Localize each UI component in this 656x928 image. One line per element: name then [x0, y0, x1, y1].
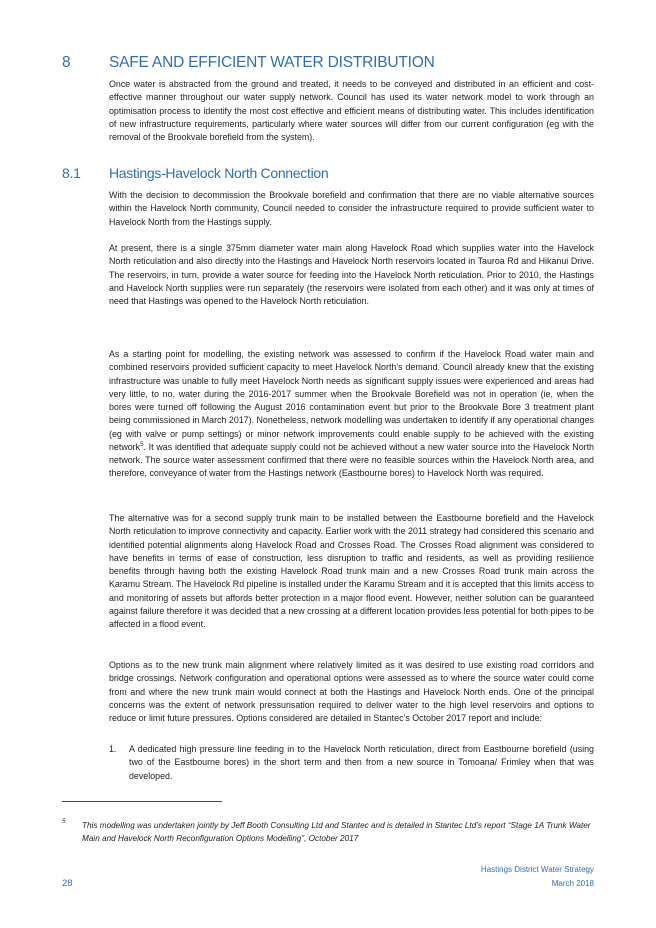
list-item-number: 1. [109, 744, 117, 754]
list-item-text: A dedicated high pressure line feeding in to the Havelock North reticulation, direct from Eastbourne borefield (using two of the Eastbourne bores) in the short term and then from a new source in Tomoana/ Frimley when that was developed. [129, 744, 594, 781]
paragraph-alternative: The alternative was for a second supply trunk main to be installed between the Eastbourne borefield and the Havelock North reticulation to improve connectivity and capacity. Earlier work with the 2011 strategy had considered this scenario and identified potential alignments along Havelock Road and Crosses Road. The Crosses Road alignment was considered to have benefits in terms of ease of construction, less disruption to traffic and residents, as well as providing resilience benefits through having both the existing Havelock Road trunk main and a new Crosses Road trunk main across the Karamu Stream. The Havelock Rd pipeline is installed under the Karamu Stream and it is accepted that this limits access to and monitoring of assets but affords better protection in a major flood event. However, neither solution can be guaranteed against failure therefore it was decided that a new crossing at a different location provides less potential for both pipes to be affected in a flood event. [109, 513, 594, 629]
paragraph-decision: With the decision to decommission the Brookvale borefield and confirmation that there are no viable alternative sources within the Havelock North community, Council needed to consider the infrastructure required to provide sufficient water to Havelock North from the Hastings supply. [109, 190, 594, 227]
paragraph-modelling [109, 348, 594, 481]
paragraph-options: Options as to the new trunk main alignment where relatively limited as it was desired to use existing road corridors and bridge crossings. Network configuration and operational options were assessed as to where the source water could come from and where the new trunk main would connect at both the Hastings and Havelock North ends. One of the principal concerns was the extent of network pressurisation required to deliver water to the high level reservoirs and options to reduce or limit future pressures. Options considered are detailed in Stantec’s October 2017 report and include: [109, 660, 594, 723]
subsection-title: Hastings-Havelock North Connection [109, 165, 329, 181]
section-number: 8 [62, 54, 71, 71]
footnote-reference: 5 [140, 441, 144, 448]
subsection-number: 8.1 [62, 165, 81, 181]
footnote-number: 5 [62, 819, 66, 825]
paragraph-modelling-text-continued: . It was identified that adequate supply could not be achieved without a new water source into the Havelock North network. The source water assessment confirmed that there were no feasible sources within the Havelock North area, and therefore, conveyance of water from the Hastings network (Eastbourne bores) to Havelock North was required. [109, 441, 594, 479]
footnote-divider [62, 801, 222, 802]
footer-date: March 2018 [551, 879, 594, 888]
footnote-text: This modelling was undertaken jointly by Jeff Booth Consulting Ltd and Stantec and is detailed in Stantec Ltd’s report “Stage 1A Trunk Water Main and Havelock North Reconfiguration Options Modelling”, October 2017 [82, 821, 591, 843]
page-number: 28 [62, 878, 73, 889]
paragraph-modelling-text: As a starting point for modelling, the existing network was assessed to confirm if the Havelock Road water main and combined reservoirs provided sufficient capacity to meet Havelock North’s demand. Council already knew that the existing infrastructure was unable to fully meet Havelock North needs as significant supply issues were experienced and areas had very little, to no, water during the 2016-2017 summer when the Brookvale Borefield was not in operation (ie, when the bores were turned off following the August 2016 contamination event but prior to the Brookvale Bore 3 treatment plant being commissioned in March 2017). Nonetheless, network modelling was undertaken to identify if any operational changes (eg with valve or pump settings) or minor network improvements could enable supply to be achieved with the existing network [109, 349, 594, 452]
footer-document-title: Hastings District Water Strategy [480, 865, 594, 874]
section-title: SAFE AND EFFICIENT WATER DISTRIBUTION [109, 54, 435, 71]
paragraph-existing-main: At present, there is a single 375mm diameter water main along Havelock Road which supplies water into the Havelock North reticulation and also directly into the Hastings and Havelock North reservoirs located in Tauroa Rd and Hikanui Drive. The reservoirs, in turn, provide a water source for feeding into the Havelock North reticulation. Prior to 2010, the Hastings and Havelock North supplies were run separately (the reservoirs were isolated from each other) and it was only at times of need that Hastings was opened to the Havelock North reticulation. [109, 243, 594, 306]
section-8-intro-paragraph: Once water is abstracted from the ground and treated, it needs to be conveyed and distributed in an efficient and cost-effective manner throughout our water supply network. Council has used its water network model to work through an optimisation process to identify the most cost effective and efficient means of distributing water. This includes identification of new infrastructure requirements, particularly where water sources will differ from our current configuration (eg with the removal of the Brookvale borefield from the system). [109, 79, 594, 142]
